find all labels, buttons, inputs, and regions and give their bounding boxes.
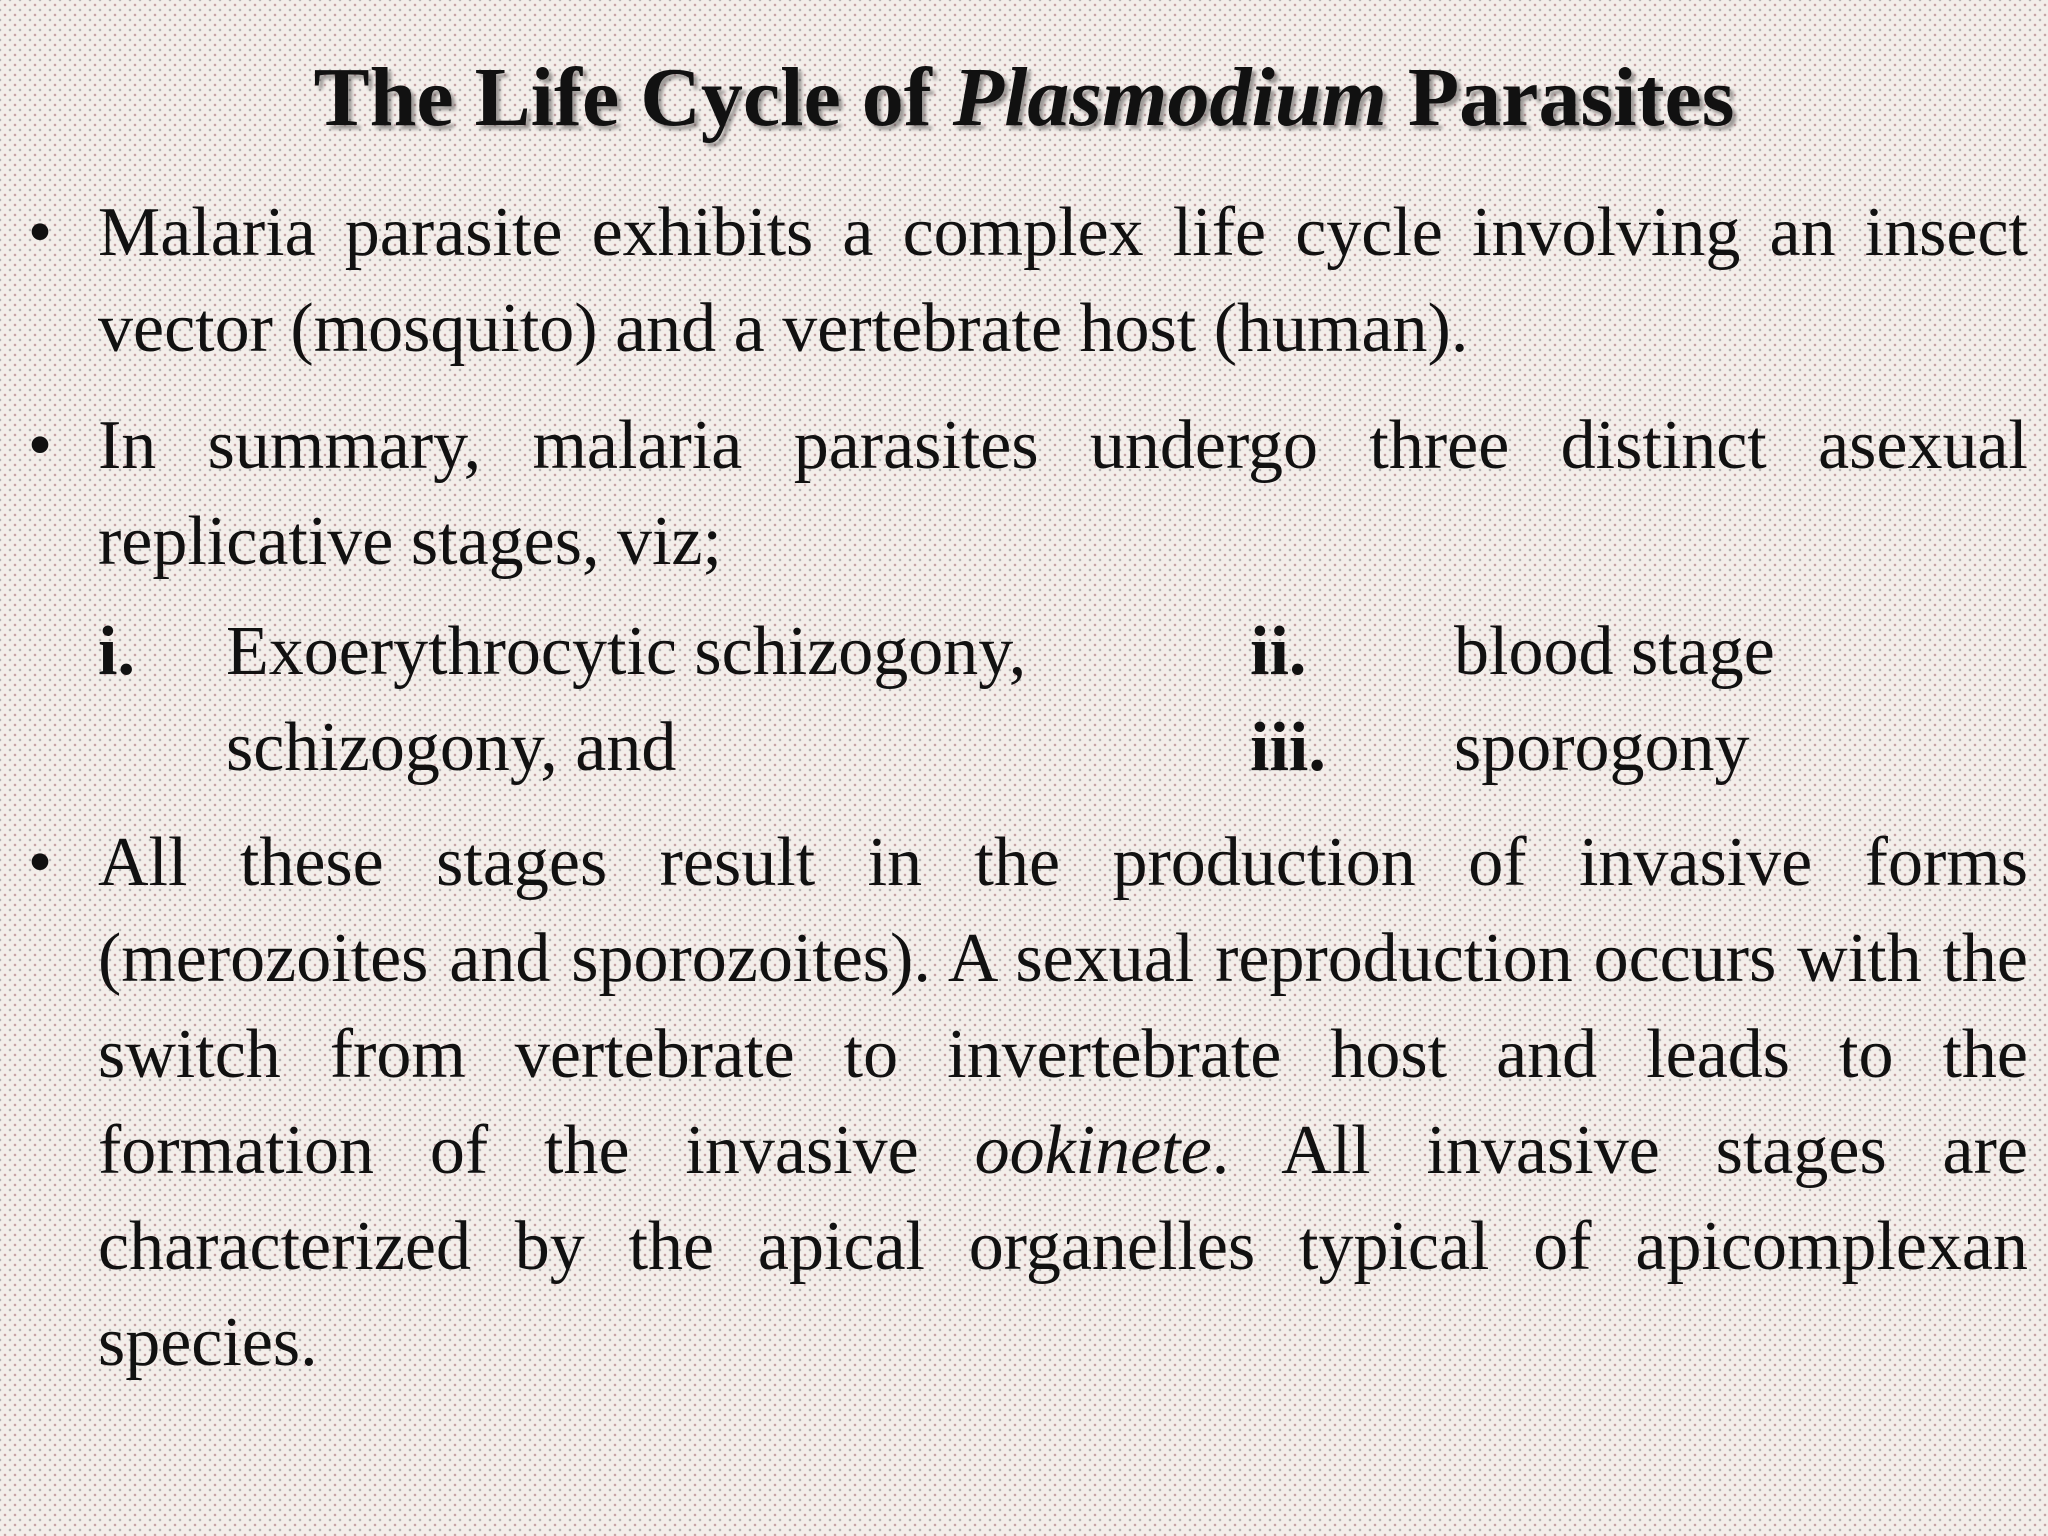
bullet-text: In summary, malaria parasites undergo three distinct asexual replicative stages, viz; [98,407,2028,580]
bullet-dot-icon: • [27,824,53,901]
title-suffix: Parasites [1386,51,1735,144]
stage-text-i-line1: Exoerythrocytic schizogony, [226,613,1027,690]
stages-list [98,604,2028,804]
title-prefix: The Life Cycle of [313,51,953,144]
bullet-item-summary [27,398,2028,590]
bullet-dot-icon: • [27,407,53,484]
stage-numeral-ii: ii. [1250,613,1307,690]
bullet-text-after-italic: . All invasive stages are characterized by the apical organelles typical of apicomplexan species. [98,1112,2028,1381]
title-italic-genus: Plasmodium [952,51,1387,144]
stage-numeral-iii: iii. [1250,709,1326,786]
stage-text-i-line2: schizogony, and [226,709,677,786]
stage-text-iii: sporogony [1454,709,1750,786]
bullet-item-life-cycle [27,185,2028,377]
slide-title [0,52,2048,144]
bullet-text-before-italic: All these stages result in the production of invasive forms (merozoites and sporozoites). A sexual reproduction occurs with the switch from vertebrate to invertebrate host and leads to the formation of the invasive [98,824,2028,1189]
stage-numeral-i: i. [98,613,135,690]
bullet-italic-ookinete: ookinete [974,1112,1212,1189]
bullet-text: Malaria parasite exhibits a complex life cycle involving an insect vector (mosquito) and a vertebrate host (human). [98,194,2028,367]
bullet-item-invasive-forms [27,815,2028,1391]
stage-text-ii: blood stage [1454,613,1775,690]
bullet-dot-icon: • [27,194,53,271]
